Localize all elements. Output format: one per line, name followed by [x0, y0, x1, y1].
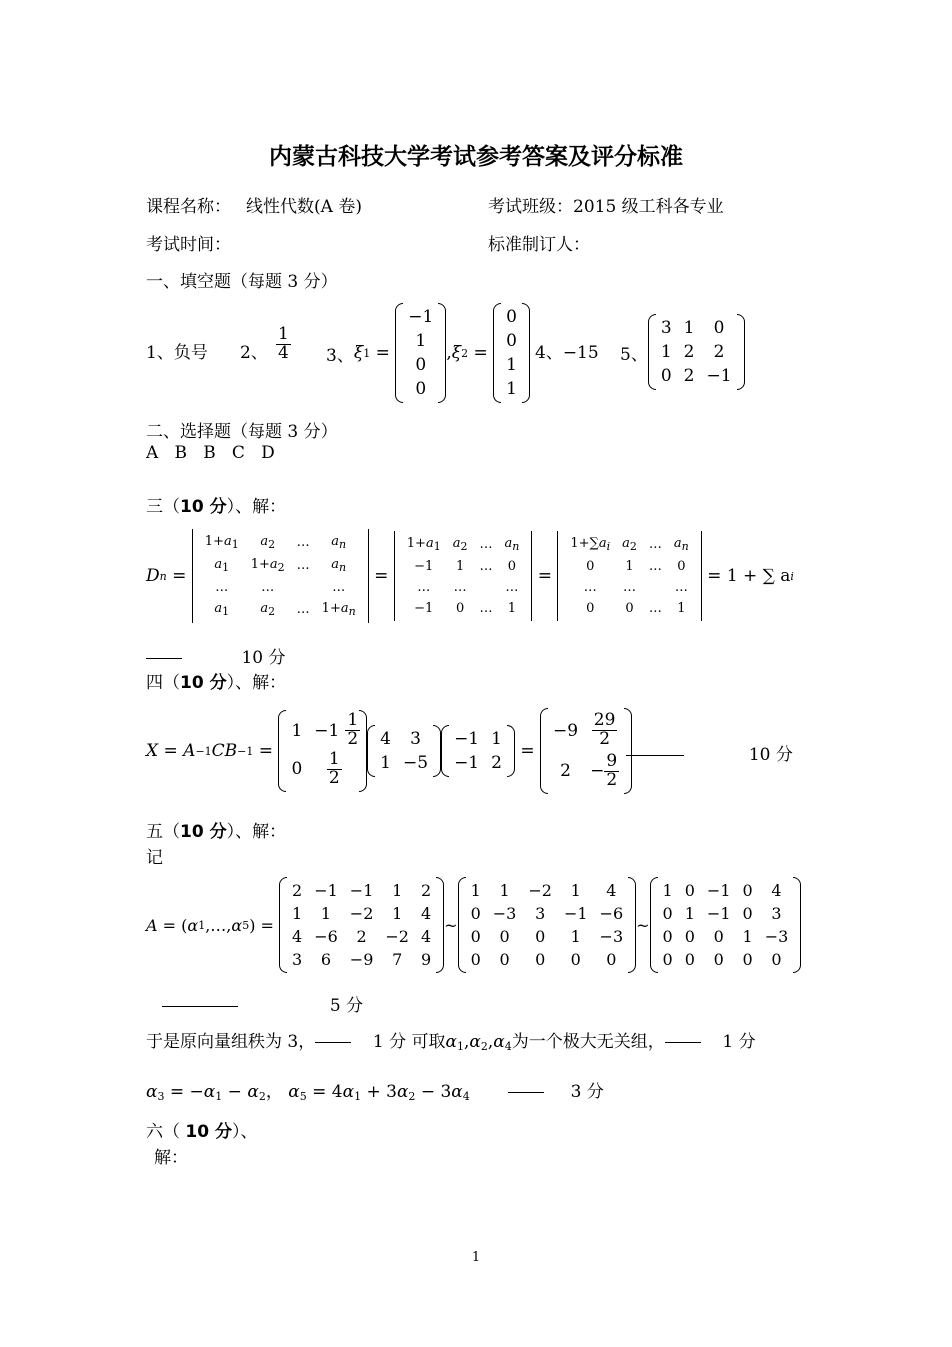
- exam-time-label: 考试时间：: [146, 235, 231, 255]
- matrix-b-inverse: −1 1 −1 2: [441, 725, 515, 777]
- answer-2-fraction: $\frac{1}{4}$: [278, 324, 289, 363]
- linear-combination-line: $\alpha_3 = -\alpha_1 - \alpha_2$， $\alpha_5 = 4\alpha_1 + 3\alpha_2 - 3\alpha_4$ 3 分: [146, 1082, 604, 1103]
- matrix-A: 2 −1 −1 1 2 1 1 −2 1 4 4 −6 2 −2 4 3 6 −9 7 9: [279, 877, 444, 973]
- course-name-value: 线性代数(A 卷): [246, 197, 362, 217]
- author-label: 标准制订人：: [488, 235, 590, 255]
- answer-4: 4、−15: [535, 343, 599, 363]
- answer-1: 1、负号: [146, 343, 208, 363]
- matrix-C: 1 0 −1 0 4 0 1 −1 0 3 0 0 0 1 −3 0 0 0 0 0: [650, 877, 802, 973]
- answer-5-matrix: 3 1 0 1 2 2 0 2 −1: [648, 314, 745, 390]
- matrix-B: 1 1 −2 1 4 0 −3 3 −1 −6 0 0 0 1 −3 0 0 0 0 0: [458, 877, 637, 973]
- answer-2-prefix: 2、: [240, 343, 268, 363]
- page-number: 1: [471, 1250, 481, 1265]
- section-5-score-1: 5 分: [162, 991, 363, 1016]
- rank-line: 于是原向量组秩为 3， 1 分 可取$\alpha_1,\alpha_2,\alpha_4$为一个极大无关组， 1 分: [146, 1032, 756, 1053]
- determinant-1: $1+a_1$ $a_2$ … $a_n$ $a_1$ $1+a_2$ … $a_n$ … … … $a_1$ $a_2$ … $1+a_n$: [192, 529, 369, 623]
- determinant-result: = 1 + ∑ a: [707, 566, 791, 586]
- determinant-3: $1+\sum a_i$ $a_2$ … $a_n$ 0 1 … 0 … … … 0 0 … 1: [557, 531, 701, 621]
- section-4-equation: X = A −1 CB −1 = 1 −1 $\frac{1}{2}$ 0 $\frac{1}{2}$ 4 3 1 −5 −1 1 −1 2 = −9 $\frac{29}{2}$ 2 − $\frac{9}{2}$: [146, 702, 632, 800]
- section-5-heading: 五（10 分）、解：: [146, 822, 287, 842]
- section-6-heading: 六（ 10 分）、: [146, 1122, 258, 1142]
- section-2-answers: A B B C D: [146, 443, 275, 463]
- section-4-score: 10 分: [626, 740, 793, 765]
- xi1-vector: −1 1 0 0: [395, 303, 446, 403]
- matrix-x-result: −9 $\frac{29}{2}$ 2 − $\frac{9}{2}$: [540, 708, 632, 793]
- section-4-heading: 四（10 分）、解：: [146, 673, 287, 693]
- answer-5: 5、 3 1 0 1 2 2 0 2 −1: [620, 310, 745, 394]
- determinant-2: $1+a_1$ $a_2$ … $a_n$ −1 1 … 0 … … … −1 0 … 1: [394, 531, 533, 621]
- section-3-score: 10 分: [146, 643, 286, 668]
- matrix-c: 4 3 1 −5: [367, 725, 441, 777]
- answer-3: 3、 ξ 1 = −1 1 0 0 , ξ 2 = 0 0 1 1: [326, 298, 530, 408]
- section-5-ji: 记: [146, 848, 163, 868]
- section-3-heading: 三（10 分）、解：: [146, 497, 287, 517]
- section-1-heading: 一、填空题（每题 3 分）: [146, 272, 338, 292]
- xi2-vector: 0 0 1 1: [493, 303, 530, 403]
- course-name-label: 课程名称：: [146, 197, 231, 217]
- page-title: 内蒙古科技大学考试参考答案及评分标准: [269, 144, 683, 170]
- determinant-equation: D n = $1+a_1$ $a_2$ … $a_n$ $a_1$ $1+a_2$ … $a_n$ … … … $a_1$ $a_2$ … $1+a_n$ = $1+a_1$ $a_2$ … $a_n$ −1 1 … 0 … … … −1 0 … 1 = $1+\sum a_i$ $a_2$ … $a_n$ 0 1 … 0 … … … 0 0 … 1 = 1 + ∑ a i: [146, 517, 794, 635]
- matrix-a-inverse: 1 −1 $\frac{1}{2}$ 0 $\frac{1}{2}$: [278, 710, 367, 791]
- section-6-jie: 解：: [154, 1148, 188, 1168]
- row-reduction: A = ( α 1 ,…, α 5 ) = 2 −1 −1 1 2 1 1 −2 1 4 4 −6 2 −2 4 3 6 −9 7 9 ~ 1 1 −2 1 4 0 −3 3 −1 −6 0 0 0 1 −3 0 0 0 0 0 ~ 1 0 −1 0 4 0 1 −1 0 3 0 0 0 1 −3 0 0 0 0 0: [146, 866, 801, 984]
- exam-class: 考试班级：2015 级工科各专业: [488, 197, 724, 217]
- section-2-heading: 二、选择题（每题 3 分）: [146, 422, 338, 442]
